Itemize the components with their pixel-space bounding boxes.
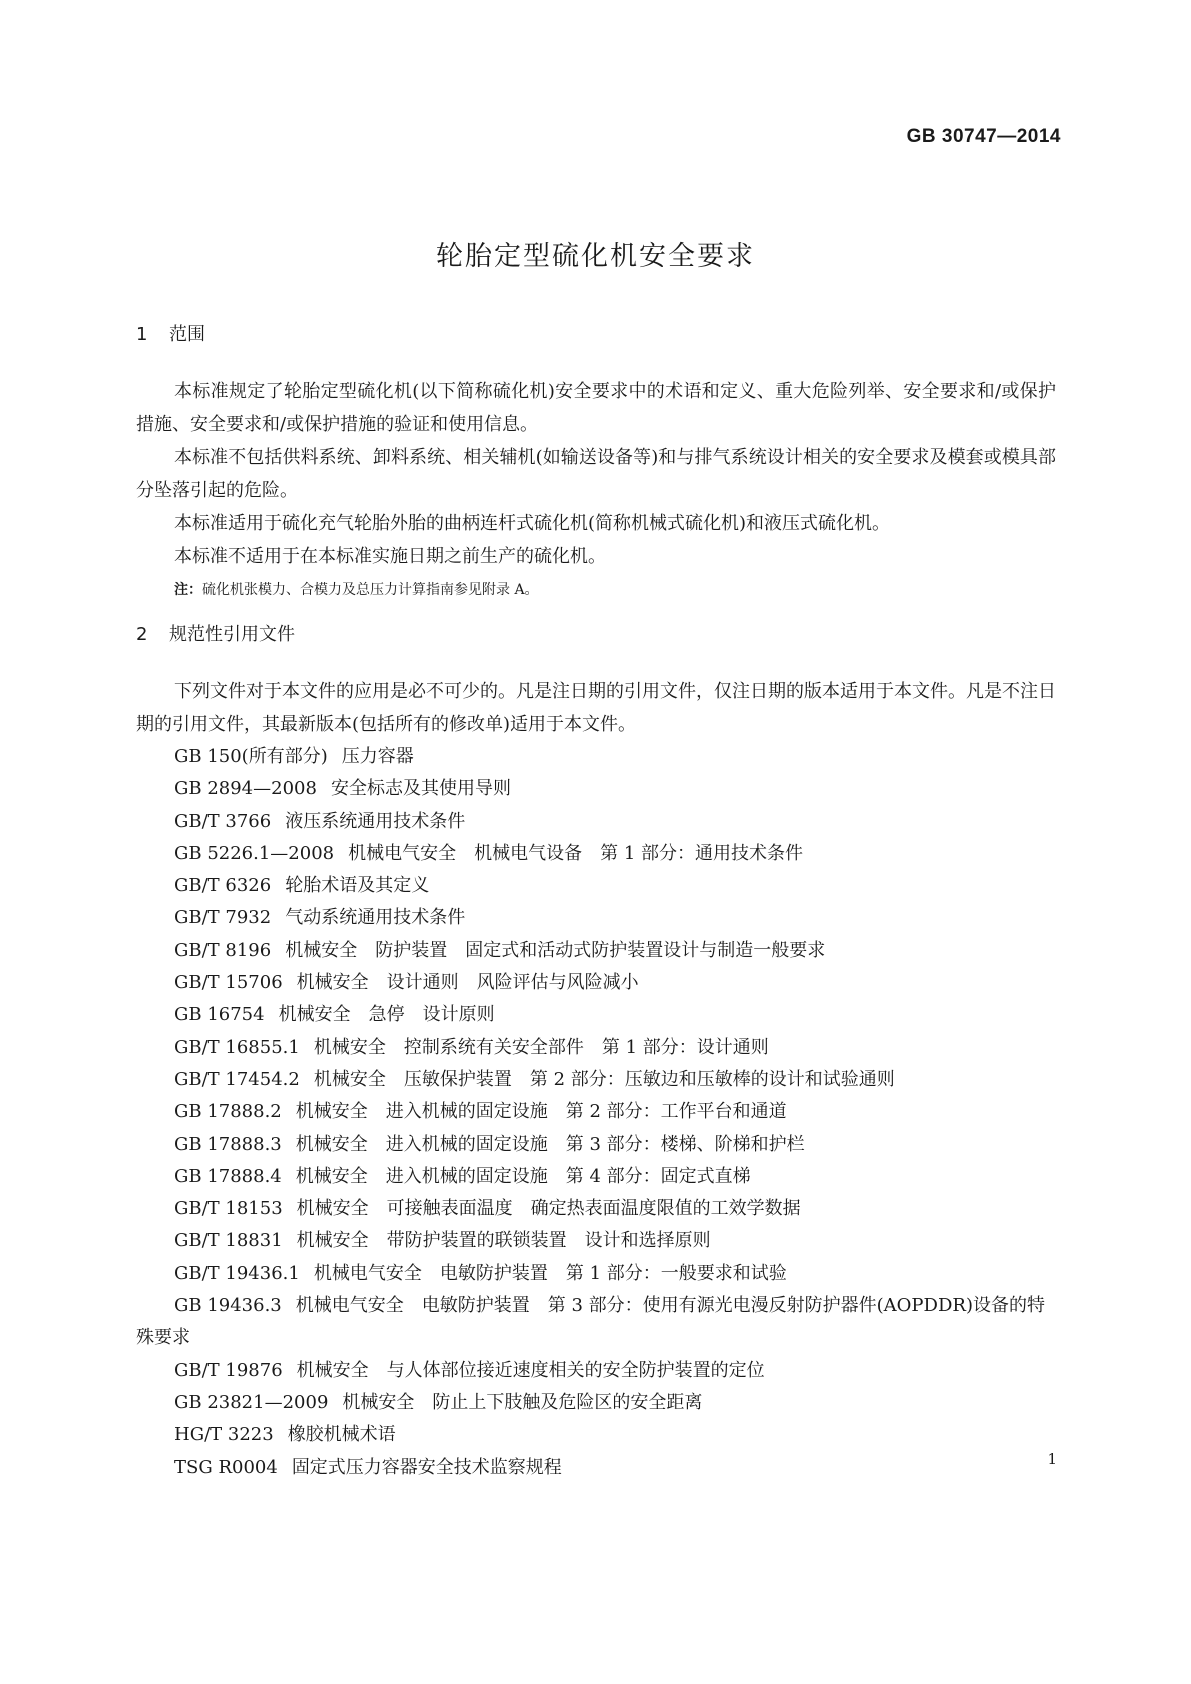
reference-code: GB 17888.3	[174, 1133, 282, 1155]
reference-code: GB/T 8196	[174, 939, 272, 961]
reference-item	[136, 1129, 1056, 1161]
references-body	[136, 675, 1056, 1484]
paragraph: 本标准规定了轮胎定型硫化机(以下简称硫化机)安全要求中的术语和定义、重大危险列举、安全要求和/或保护措施、安全要求和/或保护措施的验证和使用信息。	[136, 381, 1056, 435]
reference-code: GB 2894—2008	[174, 778, 317, 800]
reference-item	[136, 838, 1056, 870]
reference-title: 气动系统通用技术条件	[285, 907, 466, 929]
reference-title: 机械安全 与人体部位接近速度相关的安全防护装置的定位	[296, 1359, 765, 1381]
reference-item	[136, 1161, 1056, 1193]
reference-code: GB 150(所有部分)	[174, 746, 328, 767]
scope-body	[136, 375, 1056, 601]
reference-title: 机械安全 防护装置 固定式和活动式防护装置设计与制造一般要求	[285, 939, 826, 961]
reference-title: 轮胎术语及其定义	[285, 875, 430, 897]
reference-title: 机械安全 进入机械的固定设施 第 3 部分：楼梯、阶梯和护栏	[295, 1133, 805, 1155]
reference-code: HG/T 3223	[174, 1424, 274, 1446]
reference-code: GB/T 3766	[174, 810, 272, 832]
paragraph: 本标准不适用于在本标准实施日期之前生产的硫化机。	[174, 546, 606, 567]
section-heading	[136, 620, 1056, 646]
reference-item	[136, 1193, 1056, 1225]
section-scope	[136, 320, 1056, 346]
reference-item	[136, 999, 1056, 1031]
reference-title: 机械安全 进入机械的固定设施 第 4 部分：固定式直梯	[295, 1165, 751, 1187]
reference-code: GB/T 19436.1	[174, 1262, 300, 1284]
reference-list	[136, 741, 1056, 1484]
reference-title: 液压系统通用技术条件	[285, 810, 466, 832]
reference-item	[136, 1096, 1056, 1128]
reference-title: 机械安全 压敏保护装置 第 2 部分：压敏边和压敏棒的设计和试验通则	[313, 1068, 895, 1090]
section-heading	[136, 320, 1056, 346]
reference-code: TSG R0004	[174, 1456, 278, 1478]
reference-code: GB/T 6326	[174, 875, 272, 897]
reference-code: GB 5226.1—2008	[174, 842, 335, 864]
reference-code: GB 19436.3	[174, 1295, 282, 1317]
reference-item	[136, 806, 1056, 838]
reference-title: 压力容器	[341, 746, 414, 767]
reference-title: 机械安全 控制系统有关安全部件 第 1 部分：设计通则	[313, 1036, 769, 1058]
reference-title: 机械安全 防止上下肢触及危险区的安全距离	[342, 1391, 703, 1413]
reference-item	[136, 870, 1056, 902]
reference-title: 机械电气安全 电敏防护装置 第 3 部分：使用有源光电漫反射防护器件(AOPDDR)设备的特殊要求	[136, 1295, 1045, 1349]
reference-code: GB/T 7932	[174, 907, 272, 929]
section-title: 规范性引用文件	[169, 624, 295, 645]
reference-item	[136, 935, 1056, 967]
reference-title: 固定式压力容器安全技术监察规程	[291, 1456, 562, 1478]
reference-code: GB 16754	[174, 1004, 265, 1026]
reference-title: 机械安全 设计通则 风险评估与风险减小	[296, 972, 639, 994]
reference-code: GB/T 18831	[174, 1230, 283, 1252]
section-number: 2	[136, 624, 148, 645]
reference-item	[136, 902, 1056, 934]
reference-code: GB/T 18153	[174, 1198, 283, 1220]
reference-code: GB 17888.4	[174, 1165, 282, 1187]
paragraph: 本标准适用于硫化充气轮胎外胎的曲柄连杆式硫化机(简称机械式硫化机)和液压式硫化机。	[174, 513, 891, 534]
reference-code: GB 23821—2009	[174, 1391, 329, 1413]
section-number: 1	[136, 324, 148, 345]
page-number: 1	[1047, 1450, 1057, 1468]
reference-item	[136, 1355, 1056, 1387]
standard-number: GB 30747—2014	[906, 126, 1061, 147]
note-text: 硫化机张模力、合模力及总压力计算指南参见附录 A。	[202, 582, 539, 598]
note	[174, 579, 1056, 601]
reference-title: 机械安全 进入机械的固定设施 第 2 部分：工作平台和通道	[295, 1101, 787, 1123]
reference-item	[136, 1290, 1056, 1355]
section-normative-references	[136, 620, 1056, 646]
paragraph: 下列文件对于本文件的应用是必不可少的。凡是注日期的引用文件，仅注日期的版本适用于本文件。凡是不注日期的引用文件，其最新版本(包括所有的修改单)适用于本文件。	[136, 681, 1056, 735]
reference-title: 机械电气安全 电敏防护装置 第 1 部分：一般要求和试验	[313, 1262, 787, 1284]
reference-item	[136, 1387, 1056, 1419]
reference-item	[136, 773, 1056, 805]
document-title: 轮胎定型硫化机安全要求	[436, 241, 755, 272]
reference-code: GB/T 15706	[174, 972, 283, 994]
reference-title: 机械安全 可接触表面温度 确定热表面温度限值的工效学数据	[296, 1198, 801, 1220]
reference-item	[136, 741, 1056, 773]
reference-code: GB/T 16855.1	[174, 1036, 300, 1058]
reference-item	[136, 1419, 1056, 1451]
reference-item	[136, 1225, 1056, 1257]
reference-item	[136, 1064, 1056, 1096]
reference-item	[136, 1032, 1056, 1064]
reference-code: GB/T 19876	[174, 1359, 283, 1381]
reference-title: 机械电气安全 机械电气设备 第 1 部分：通用技术条件	[348, 842, 804, 864]
reference-title: 机械安全 急停 设计原则	[278, 1004, 495, 1026]
reference-item	[136, 1258, 1056, 1290]
reference-item	[136, 1452, 1056, 1484]
reference-title: 机械安全 带防护装置的联锁装置 设计和选择原则	[296, 1230, 711, 1252]
section-title: 范围	[169, 324, 205, 345]
reference-code: GB 17888.2	[174, 1101, 282, 1123]
reference-item	[136, 967, 1056, 999]
reference-code: GB/T 17454.2	[174, 1068, 300, 1090]
note-label: 注：	[174, 582, 202, 598]
reference-title: 橡胶机械术语	[287, 1424, 396, 1446]
paragraph: 本标准不包括供料系统、卸料系统、相关辅机(如输送设备等)和与排气系统设计相关的安全要求及模套或模具部分坠落引起的危险。	[136, 447, 1056, 501]
reference-title: 安全标志及其使用导则	[330, 778, 511, 800]
